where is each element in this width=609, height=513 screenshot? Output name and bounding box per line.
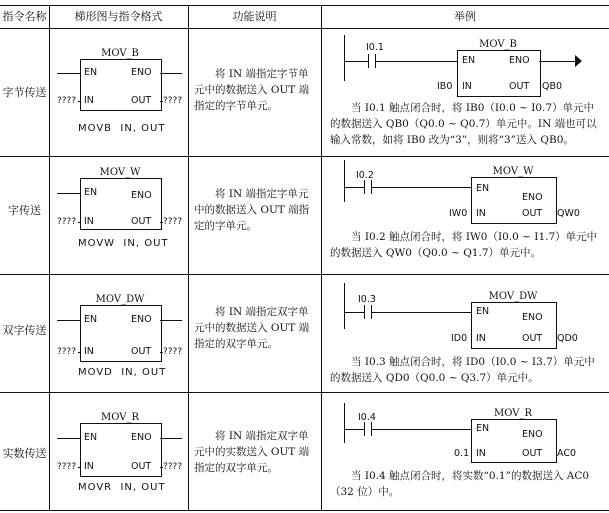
row-4-en-wire [57, 438, 80, 439]
header-ladder-format: 梯形图与指令格式 [74, 10, 163, 23]
row-4-example-out-label: OUT [522, 448, 543, 459]
row-4-en-label: EN [84, 432, 98, 443]
col-divider-1 [49, 5, 50, 510]
row-3-block-title: MOV_DW [95, 294, 145, 305]
row-4-instruction-name: 实数传送 [2, 447, 47, 460]
row-3-power-rail [344, 283, 345, 329]
row-4-out-label: OUT [131, 461, 152, 472]
row-3-example-block-title: MOV_DW [488, 291, 538, 302]
row-3-instruction-name: 双字传送 [2, 324, 47, 337]
row-2-example-out-operand: QW0 [557, 208, 580, 219]
row-2-en-wire [57, 193, 80, 194]
row-1-function-description: 将 IN 端指定字节单元中的数据送入 OUT 端指定的字节单元。 [194, 68, 310, 112]
row-3-function-description: 将 IN 端指定双字单元中的数据送入 OUT 端指定的双字单元。 [194, 306, 310, 350]
row-3-contact-wire-left [344, 312, 364, 313]
row-1-contact-wire-right [375, 61, 457, 62]
row-3-out-placeholder: ???? [163, 347, 183, 357]
row-1-contact-wire-left [344, 61, 368, 62]
row-3-example-eno-label: ENO [522, 312, 543, 323]
row-3-example-en-label: EN [476, 306, 490, 317]
row-1-in-placeholder: ???? [57, 96, 77, 106]
row-3-in-placeholder: ???? [57, 347, 77, 357]
row-2-example-en-label: EN [476, 183, 490, 194]
row-1-en-wire [57, 73, 80, 74]
row-2-instruction-name: 字传送 [8, 204, 41, 217]
row-2-power-rail [344, 160, 345, 202]
row-1-example-description: 当 I0.1 触点闭合时，将 IB0（I0.0 ~ I0.7）单元中的数据送入 QB0（Q0.0 ~ Q0.7）单元中。IN 端也可以输入常数，如将 IB0 改为“3”，则将“3”送入 QB0。 [330, 102, 597, 146]
row-divider-2 [0, 274, 609, 275]
row-4-example-in-operand: 0.1 [454, 448, 470, 459]
row-4-example-contact-label: I0.4 [358, 412, 376, 423]
row-3-example-contact-label: I0.3 [358, 294, 376, 305]
row-4-eno-label: ENO [131, 432, 152, 443]
row-4-example-out-operand: AC0 [557, 448, 577, 459]
header-divider [0, 28, 609, 29]
row-4-example-in-label: IN [476, 448, 486, 459]
row-2-example-description: 当 I0.2 触点闭合时，将 IW0（I0.0 ~ I1.7）单元中的数据送入 QW0（Q0.0 ~ Q1.7）单元中。 [330, 231, 598, 259]
row-2-example-eno-label: ENO [522, 192, 543, 203]
row-2-eno-label: ENO [131, 190, 152, 201]
row-1-example-out-operand: QB0 [542, 81, 563, 92]
row-1-instruction-name: 字节传送 [2, 86, 47, 99]
row-4-in-label: IN [84, 461, 94, 472]
row-1-instruction-format: MOVB IN, OUT [78, 123, 166, 134]
row-4-out-placeholder: ???? [163, 462, 183, 472]
row-1-example-block-title: MOV_B [479, 39, 517, 50]
row-2-block-title: MOV_W [99, 167, 141, 178]
row-2-in-placeholder: ???? [57, 217, 77, 227]
row-2-example-contact-label: I0.2 [356, 170, 374, 181]
row-3-example-in-label: IN [476, 333, 486, 344]
row-1-out-placeholder: ???? [163, 96, 183, 106]
row-2-in-label: IN [84, 216, 94, 227]
row-1-block-title: MOV_B [101, 48, 139, 59]
row-4-power-rail [344, 403, 345, 443]
row-3-en-label: EN [84, 314, 98, 325]
row-4-example-block-title: MOV_R [493, 408, 532, 419]
row-4-example-en-label: EN [476, 423, 490, 434]
row-4-contact-wire-right [371, 429, 471, 430]
row-3-eno-wire [160, 320, 182, 321]
row-1-eno-wire [160, 73, 182, 74]
row-2-example-in-operand: IW0 [449, 208, 468, 219]
row-1-power-rail [344, 35, 345, 81]
header-example: 举例 [454, 10, 476, 23]
row-1-in-wire [78, 101, 81, 102]
row-1-example-in-operand: IB0 [437, 81, 453, 92]
row-3-example-out-operand: QD0 [557, 333, 578, 344]
row-1-example-in-label: IN [462, 81, 472, 92]
row-2-out-label: OUT [131, 216, 152, 227]
row-3-in-label: IN [84, 346, 94, 357]
row-2-in-wire [78, 222, 81, 223]
row-1-in-label: IN [84, 95, 94, 106]
row-1-example-contact-label: I0.1 [366, 42, 384, 53]
row-4-block-title: MOV_R [100, 412, 139, 423]
row-2-en-label: EN [84, 187, 98, 198]
row-3-en-wire [57, 320, 80, 321]
row-4-in-wire [78, 467, 81, 468]
row-3-in-wire [78, 352, 81, 353]
row-4-eno-wire [160, 438, 182, 439]
row-4-example-eno-label: ENO [522, 429, 543, 440]
row-4-example-description: 当 I0.4 触点闭合时，将实数“0.1”的数据送入 AC0（32 位）中。 [330, 470, 590, 498]
row-2-example-out-label: OUT [522, 208, 543, 219]
row-3-out-label: OUT [131, 346, 152, 357]
row-1-eno-label: ENO [131, 67, 152, 78]
row-4-function-description: 将 IN 端指定双字单元中的实数送入 OUT 端指定的双字单元。 [194, 430, 310, 474]
table-border-bottom [0, 510, 609, 511]
row-4-contact-wire-left [344, 429, 364, 430]
col-divider-2 [188, 5, 189, 510]
col-divider-3 [321, 5, 322, 510]
row-3-example-in-operand: ID0 [451, 333, 468, 344]
header-function: 功能说明 [232, 10, 277, 23]
row-2-contact-wire-left [344, 187, 364, 188]
row-divider-1 [0, 156, 609, 157]
row-1-example-out-label: OUT [509, 81, 530, 92]
row-1-example-en-label: EN [462, 55, 476, 66]
row-1-example-eno-label: ENO [509, 55, 530, 66]
row-1-arrow-icon [575, 55, 582, 67]
row-divider-3 [0, 392, 609, 393]
row-2-instruction-format: MOVW IN, OUT [78, 238, 169, 249]
row-3-contact-wire-right [371, 312, 471, 313]
row-2-out-placeholder: ???? [163, 217, 183, 227]
header-instruction-name: 指令名称 [2, 10, 47, 23]
row-4-in-placeholder: ???? [57, 462, 77, 472]
row-2-contact-wire-right [371, 187, 471, 188]
row-2-example-in-label: IN [476, 208, 486, 219]
row-2-example-block-title: MOV_W [492, 166, 534, 177]
row-4-instruction-format: MOVR IN, OUT [78, 482, 166, 493]
row-1-out-label: OUT [131, 95, 152, 106]
row-3-example-description: 当 I0.3 触点闭合时，将 ID0（I0.0 ~ I3.7）单元中的数据送入 QD0（Q0.0 ~ Q3.7）单元中。 [330, 356, 595, 384]
row-1-en-label: EN [84, 67, 98, 78]
row-2-function-description: 将 IN 端指定字单元中的数据送入 OUT 端指定的字单元。 [194, 188, 310, 232]
row-3-eno-label: ENO [131, 314, 152, 325]
row-1-example-eno-wire [539, 61, 577, 62]
row-3-example-out-label: OUT [522, 333, 543, 344]
row-3-instruction-format: MOVD IN, OUT [78, 367, 167, 378]
